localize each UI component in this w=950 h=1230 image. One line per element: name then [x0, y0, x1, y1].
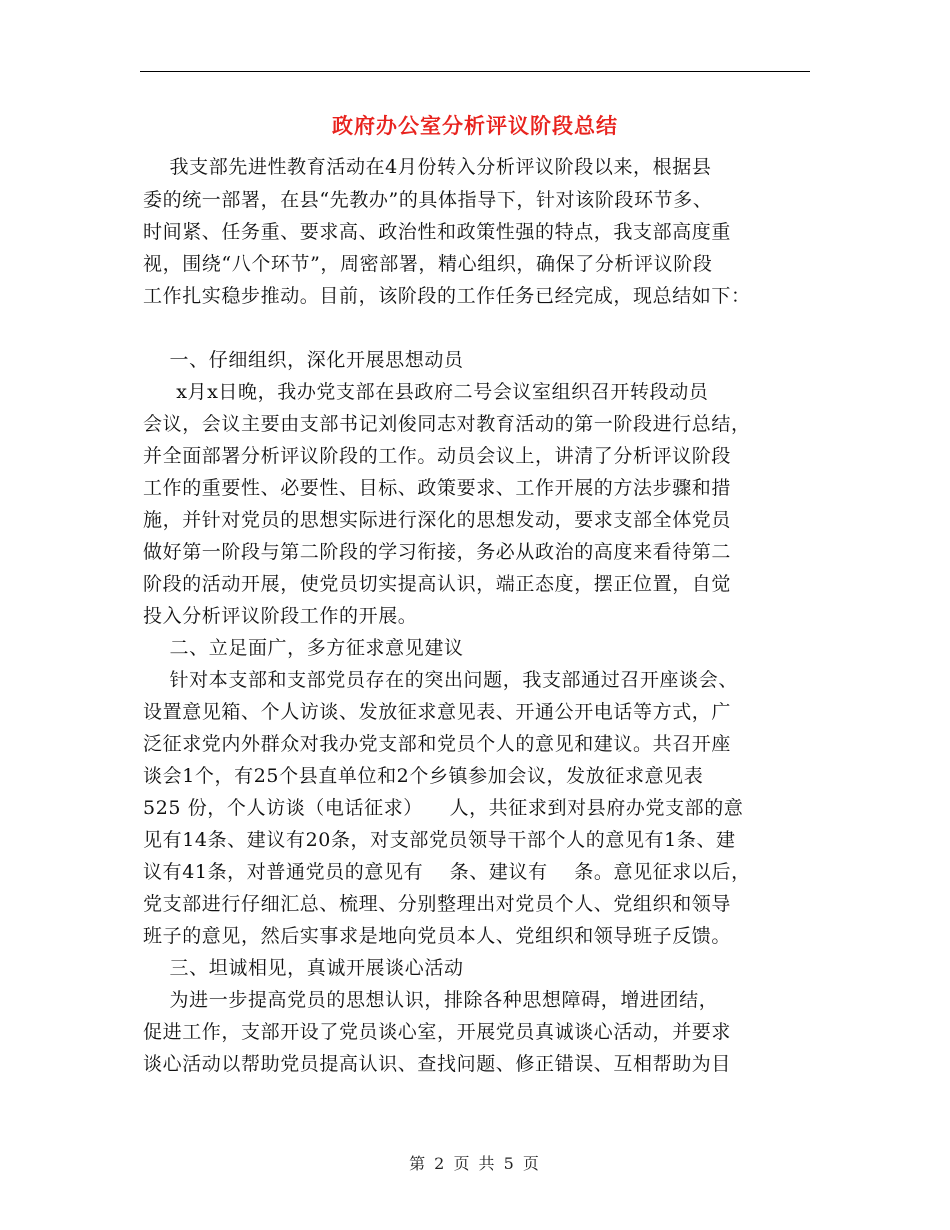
- body-line: 党支部进行仔细汇总、梳理、分别整理出对党员个人、党组织和领导: [143, 893, 732, 915]
- body-line: 做好第一阶段与第二阶段的学习衔接，务必从政治的高度来看待第二: [143, 541, 732, 563]
- page-footer: 第 2 页 共 5 页: [409, 1154, 541, 1173]
- header-rule: [140, 71, 810, 72]
- body-line: 谈心活动以帮助党员提高认识、查找问题、修正错误、互相帮助为目: [143, 1053, 732, 1075]
- body-line: 施，并针对党员的思想实际进行深化的思想发动，要求支部全体党员: [143, 509, 732, 531]
- body-line: 针对本支部和支部党员存在的突出问题，我支部通过召开座谈会、: [143, 669, 738, 691]
- body-line: 谈会1个，有25个县直单位和2个乡镇参加会议，发放征求意见表: [143, 765, 704, 787]
- body-line: 阶段的活动开展，使党员切实提高认识，端正态度，摆正位置，自觉: [143, 573, 732, 595]
- body-line: 班子的意见，然后实事求是地向党员本人、党组织和领导班子反馈。: [143, 925, 732, 947]
- body-line: 三、坦诚相见，真诚开展谈心活动: [143, 957, 464, 979]
- body-line: 525 份，个人访谈（电话征求） 人，共征求到对县府办党支部的意: [143, 797, 744, 819]
- body-line: 会议，会议主要由支部书记刘俊同志对教育活动的第一阶段进行总结，: [143, 413, 751, 435]
- body-line: 设置意见箱、个人访谈、发放征求意见表、开通公开电话等方式，广: [143, 701, 732, 723]
- body-line: 二、立足面广，多方征求意见建议: [143, 637, 464, 659]
- body-line: 泛征求党内外群众对我办党支部和党员个人的意见和建议。共召开座: [143, 733, 732, 755]
- body-line: 投入分析评议阶段工作的开展。: [143, 605, 418, 627]
- body-line: 为进一步提高党员的思想认识，排除各种思想障碍，增进团结，: [143, 989, 719, 1011]
- document-title: 政府办公室分析评议阶段总结: [332, 114, 618, 138]
- body-line: 工作的重要性、必要性、目标、政策要求、工作开展的方法步骤和措: [143, 477, 732, 499]
- body-line: x月x日晚，我办党支部在县政府二号会议室组织召开转段动员: [143, 381, 709, 403]
- body-line: 见有14条、建议有20条，对支部党员领导干部个人的意见有1条、建: [143, 829, 736, 851]
- body-line: 时间紧、任务重、要求高、政治性和政策性强的特点，我支部高度重: [143, 221, 732, 243]
- body-line: 并全面部署分析评议阶段的工作。动员会议上，讲清了分析评议阶段: [143, 445, 732, 467]
- body-line: 促进工作，支部开设了党员谈心室，开展党员真诚谈心活动，并要求: [143, 1021, 732, 1043]
- body-line: 工作扎实稳步推动。目前，该阶段的工作任务已经完成，现总结如下：: [143, 285, 751, 307]
- body-line: 一、仔细组织，深化开展思想动员: [143, 349, 464, 371]
- body-line: 议有41条，对普通党员的意见有 条、建议有 条。意见征求以后，: [143, 861, 751, 883]
- body-line: 视，围绕“八个环节”，周密部署，精心组织，确保了分析评议阶段: [143, 253, 713, 275]
- body-line: 委的统一部署，在县“先教办”的具体指导下，针对该阶段环节多、: [143, 189, 713, 211]
- body-line: 我支部先进性教育活动在4月份转入分析评议阶段以来，根据县: [143, 156, 712, 178]
